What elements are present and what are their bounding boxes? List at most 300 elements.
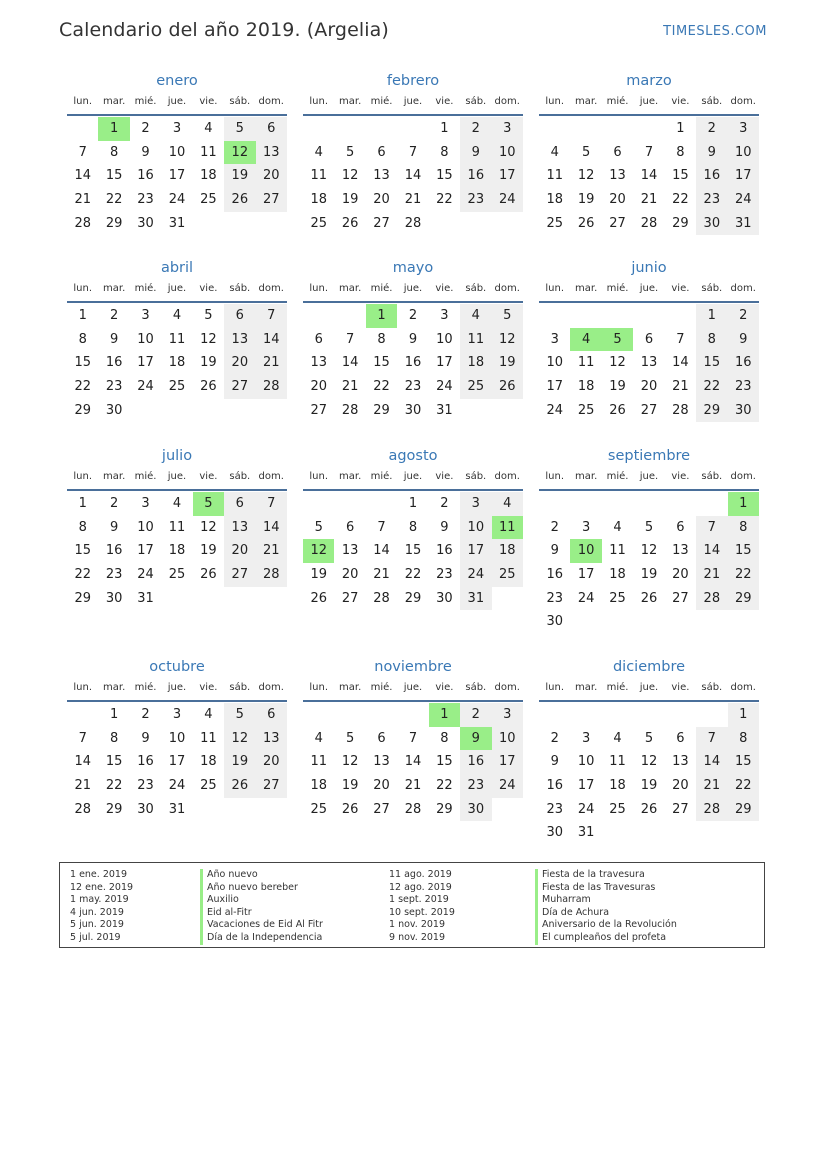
day-cell: 2: [728, 304, 759, 328]
day-cell: 8: [78, 331, 87, 347]
day-cell: 17: [577, 567, 595, 583]
month-name: noviembre: [374, 659, 452, 675]
legend-holiday-name: Fiesta de la travesura: [535, 869, 677, 882]
weekday-label: jue.: [403, 471, 423, 482]
day-cell: 4: [204, 707, 213, 722]
month-name: agosto: [388, 448, 438, 464]
day-grid: [539, 703, 759, 845]
legend-holiday-name: Eid al-Fitr: [200, 907, 323, 920]
day-cell: 15: [728, 539, 759, 563]
day-cell: 22: [105, 778, 123, 794]
day-cell: 21: [640, 192, 658, 208]
day-cell: 15: [696, 351, 727, 375]
weekday-header: [303, 469, 523, 491]
day-cell: 11: [609, 754, 626, 770]
day-cell: 26: [577, 215, 595, 231]
day-cell: 26: [341, 215, 359, 231]
day-cell: 17: [436, 355, 453, 371]
day-cell: 27: [256, 774, 287, 798]
day-cell: 11: [546, 168, 563, 184]
day-cell: 27: [310, 402, 327, 418]
empty-cell: [366, 703, 397, 727]
day-cell: 27: [373, 801, 390, 817]
day-cell: 13: [373, 168, 390, 184]
weekday-label: jue.: [639, 471, 659, 482]
holiday-day-cell: 5: [193, 492, 224, 516]
day-cell: 23: [728, 375, 759, 399]
day-cell: 27: [640, 402, 658, 418]
legend-date: 10 sept. 2019: [389, 906, 455, 918]
day-cell: 4: [613, 519, 622, 535]
weekday-label: vie.: [199, 96, 218, 107]
day-cell: 30: [436, 590, 453, 606]
day-cell: 3: [550, 331, 559, 347]
day-cell: 19: [341, 192, 359, 208]
month-marzo: [539, 72, 759, 235]
weekday-label: dom.: [494, 96, 520, 107]
day-cell: 21: [341, 379, 359, 395]
day-cell: 28: [256, 375, 287, 399]
day-cell: 27: [672, 801, 689, 817]
day-cell: 28: [373, 590, 390, 606]
weekday-label: dom.: [494, 471, 520, 482]
day-cell: 10: [728, 141, 759, 165]
day-cell: 14: [640, 168, 658, 184]
weekday-label: jue.: [167, 682, 187, 693]
day-cell: 26: [341, 801, 359, 817]
day-cell: 7: [256, 492, 287, 516]
weekday-label: lun.: [309, 471, 329, 482]
day-cell: 1: [78, 496, 87, 511]
day-cell: 22: [74, 567, 91, 583]
day-cell: 29: [105, 801, 123, 817]
day-cell: 13: [256, 727, 287, 751]
day-cell: 20: [341, 567, 359, 583]
legend-holiday-name: Aniversario de la Revolución: [535, 919, 677, 932]
day-cell: 25: [609, 590, 626, 606]
day-cell: 20: [672, 567, 689, 583]
day-cell: 17: [137, 543, 154, 559]
day-cell: 26: [640, 801, 658, 817]
day-grid: [539, 117, 759, 235]
weekday-header: [67, 469, 287, 491]
weekday-label: mié.: [370, 283, 393, 294]
day-cell: 25: [168, 379, 186, 395]
day-cell: 31: [436, 402, 453, 418]
day-cell: 3: [460, 492, 491, 516]
month-name: mayo: [392, 260, 434, 276]
month-octubre: [67, 658, 287, 821]
month-julio: [67, 447, 287, 610]
weekday-header: [539, 281, 759, 303]
day-cell: 16: [137, 168, 154, 184]
month-name: junio: [631, 260, 667, 276]
day-cell: 5: [644, 730, 654, 746]
empty-cell: [539, 117, 570, 141]
weekday-label: mié.: [370, 682, 393, 693]
day-cell: 19: [310, 567, 327, 583]
weekday-label: lun.: [309, 682, 329, 693]
day-cell: 11: [168, 519, 186, 535]
weekday-label: lun.: [545, 471, 565, 482]
day-cell: 20: [672, 778, 689, 794]
weekday-label: mié.: [134, 283, 157, 294]
day-cell: 13: [609, 168, 626, 184]
site-brand-link[interactable]: TIMESLES.COM: [663, 24, 767, 39]
empty-cell: [633, 703, 664, 727]
day-cell: 2: [460, 117, 491, 141]
legend-date: 9 nov. 2019: [389, 931, 445, 943]
day-cell: 16: [404, 355, 422, 371]
day-cell: 10: [168, 144, 186, 160]
day-cell: 23: [105, 379, 123, 395]
day-cell: 14: [341, 355, 359, 371]
day-cell: 10: [168, 730, 186, 746]
day-cell: 9: [109, 519, 119, 535]
empty-cell: [303, 117, 334, 141]
day-cell: 9: [728, 328, 759, 352]
day-cell: 5: [314, 519, 323, 535]
day-cell: 28: [640, 215, 658, 231]
day-cell: 30: [105, 590, 123, 606]
weekday-label: vie.: [671, 682, 690, 693]
legend-date: 12 ene. 2019: [70, 881, 134, 893]
day-cell: 17: [137, 355, 154, 371]
weekday-label: jue.: [167, 96, 187, 107]
weekday-label: dom.: [258, 283, 284, 294]
legend-holiday-name: Año nuevo bereber: [200, 882, 323, 895]
weekday-label: lun.: [545, 682, 565, 693]
day-cell: 10: [546, 355, 563, 371]
day-cell: 18: [168, 355, 186, 371]
weekday-label: lun.: [73, 96, 93, 107]
day-cell: 15: [74, 543, 91, 559]
legend-date: 12 ago. 2019: [389, 881, 452, 893]
day-cell: 29: [696, 399, 727, 423]
weekday-label: vie.: [199, 682, 218, 693]
weekday-label: dom.: [258, 96, 284, 107]
legend-holiday-name: Fiesta de las Travesuras: [535, 882, 677, 895]
weekday-header: [303, 680, 523, 702]
holiday-day-cell: 11: [492, 516, 523, 540]
empty-cell: [67, 117, 98, 141]
day-cell: 16: [546, 567, 563, 583]
day-cell: 22: [105, 192, 123, 208]
day-cell: 11: [577, 355, 595, 371]
empty-cell: [633, 117, 664, 141]
month-name: febrero: [386, 73, 440, 89]
day-cell: 14: [74, 754, 91, 770]
day-cell: 24: [546, 402, 563, 418]
day-cell: 6: [676, 730, 685, 746]
day-cell: 1: [78, 308, 87, 323]
empty-cell: [334, 492, 365, 516]
day-cell: 2: [460, 703, 491, 727]
day-cell: 27: [341, 590, 359, 606]
day-cell: 28: [74, 215, 91, 231]
day-cell: 20: [310, 379, 327, 395]
day-grid: [303, 304, 523, 422]
day-cell: 27: [224, 563, 255, 587]
day-cell: 30: [404, 402, 422, 418]
day-cell: 24: [436, 379, 453, 395]
day-cell: 8: [408, 519, 418, 535]
day-cell: 13: [672, 543, 689, 559]
weekday-label: lun.: [545, 96, 565, 107]
day-cell: 17: [492, 750, 523, 774]
month-febrero: [303, 72, 523, 235]
day-cell: 30: [546, 614, 563, 630]
day-cell: 23: [137, 778, 154, 794]
day-cell: 1: [696, 304, 727, 328]
day-cell: 26: [224, 774, 255, 798]
day-cell: 2: [440, 496, 449, 511]
weekday-header: [67, 281, 287, 303]
day-cell: 12: [492, 328, 523, 352]
day-cell: 25: [609, 801, 626, 817]
day-cell: 21: [256, 351, 287, 375]
day-cell: 14: [256, 328, 287, 352]
day-cell: 11: [168, 331, 186, 347]
day-cell: 4: [492, 492, 523, 516]
day-cell: 11: [609, 543, 626, 559]
day-cell: 27: [373, 215, 390, 231]
empty-cell: [303, 304, 334, 328]
weekday-label: mié.: [134, 471, 157, 482]
day-cell: 17: [728, 164, 759, 188]
legend-date: 5 jul. 2019: [70, 931, 121, 943]
empty-cell: [67, 703, 98, 727]
weekday-label: vie.: [435, 682, 454, 693]
day-cell: 15: [436, 168, 453, 184]
day-grid: [67, 117, 287, 235]
day-cell: 26: [224, 188, 255, 212]
weekday-label: mar.: [339, 471, 362, 482]
day-cell: 18: [492, 539, 523, 563]
month-name: septiembre: [607, 448, 691, 464]
day-cell: 1: [408, 496, 418, 511]
day-cell: 6: [256, 703, 287, 727]
day-cell: 13: [224, 328, 255, 352]
day-cell: 21: [696, 563, 727, 587]
empty-cell: [665, 304, 696, 328]
weekday-label: vie.: [671, 96, 690, 107]
day-cell: 27: [224, 375, 255, 399]
day-cell: 11: [200, 144, 217, 160]
day-cell: 30: [728, 399, 759, 423]
day-cell: 4: [314, 144, 323, 160]
weekday-label: mar.: [575, 471, 598, 482]
day-cell: 28: [404, 801, 422, 817]
day-cell: 28: [672, 402, 689, 418]
day-cell: 9: [550, 543, 559, 559]
day-cell: 12: [341, 168, 359, 184]
weekday-label: vie.: [435, 471, 454, 482]
legend-holiday-name: Año nuevo: [200, 869, 323, 882]
day-cell: 8: [377, 331, 386, 347]
weekday-label: mié.: [606, 96, 629, 107]
day-cell: 24: [460, 563, 491, 587]
day-cell: 18: [546, 192, 563, 208]
day-cell: 19: [200, 355, 217, 371]
weekday-label: dom.: [258, 471, 284, 482]
weekday-label: mié.: [134, 682, 157, 693]
empty-cell: [602, 492, 633, 516]
day-cell: 28: [696, 798, 727, 822]
day-cell: 9: [696, 141, 727, 165]
day-cell: 9: [141, 144, 150, 160]
empty-cell: [570, 117, 601, 141]
day-grid: [67, 703, 287, 821]
day-cell: 1: [676, 121, 685, 136]
day-cell: 7: [78, 730, 87, 746]
day-cell: 5: [644, 519, 654, 535]
day-cell: 8: [728, 727, 759, 751]
day-cell: 24: [168, 778, 186, 794]
day-cell: 27: [609, 215, 626, 231]
legend-date: 5 jun. 2019: [70, 919, 124, 931]
day-cell: 24: [137, 567, 154, 583]
day-cell: 14: [404, 168, 422, 184]
day-cell: 15: [436, 754, 453, 770]
day-cell: 14: [373, 543, 390, 559]
day-cell: 3: [172, 121, 182, 136]
day-cell: 3: [141, 496, 150, 511]
month-name: diciembre: [612, 659, 686, 675]
empty-cell: [570, 304, 601, 328]
day-cell: 3: [440, 308, 449, 323]
legend-date: 11 ago. 2019: [389, 869, 452, 880]
month-name: marzo: [626, 73, 672, 89]
weekday-header: [303, 281, 523, 303]
day-grid: [539, 304, 759, 422]
empty-cell: [665, 703, 696, 727]
day-cell: 10: [460, 516, 491, 540]
weekday-label: mar.: [103, 96, 126, 107]
day-cell: 14: [74, 168, 91, 184]
empty-cell: [633, 304, 664, 328]
day-cell: 3: [581, 519, 591, 535]
day-cell: 6: [644, 331, 654, 347]
day-cell: 4: [172, 496, 182, 511]
empty-cell: [539, 703, 570, 727]
day-cell: 5: [204, 308, 213, 323]
day-cell: 19: [200, 543, 217, 559]
empty-cell: [303, 703, 334, 727]
weekday-label: sáb.: [465, 96, 487, 107]
day-cell: 29: [728, 587, 759, 611]
day-cell: 31: [137, 590, 154, 606]
day-cell: 18: [200, 168, 217, 184]
day-cell: 18: [310, 192, 327, 208]
day-cell: 7: [676, 331, 685, 347]
weekday-label: mié.: [134, 96, 157, 107]
day-cell: 14: [256, 516, 287, 540]
day-cell: 5: [345, 730, 355, 746]
day-grid: [539, 492, 759, 634]
day-cell: 14: [696, 539, 727, 563]
month-name: enero: [156, 73, 198, 89]
day-cell: 23: [546, 801, 563, 817]
day-cell: 5: [345, 144, 355, 160]
day-cell: 11: [460, 328, 491, 352]
day-cell: 1: [109, 707, 119, 722]
legend-holiday-name: Muharram: [535, 894, 677, 907]
weekday-label: mar.: [575, 682, 598, 693]
day-cell: 27: [672, 590, 689, 606]
day-cell: 29: [74, 590, 91, 606]
empty-cell: [602, 304, 633, 328]
day-cell: 16: [105, 543, 123, 559]
weekday-label: mar.: [339, 283, 362, 294]
day-cell: 12: [341, 754, 359, 770]
day-cell: 2: [141, 121, 150, 136]
weekday-label: lun.: [73, 682, 93, 693]
day-cell: 21: [404, 192, 422, 208]
weekday-label: sáb.: [229, 682, 251, 693]
day-cell: 20: [224, 539, 255, 563]
holiday-day-cell: 5: [602, 328, 633, 352]
day-cell: 8: [78, 519, 87, 535]
day-cell: 12: [640, 543, 658, 559]
legend-names-left: [200, 869, 323, 945]
day-cell: 30: [137, 801, 154, 817]
day-cell: 7: [78, 144, 87, 160]
day-cell: 6: [224, 304, 255, 328]
day-cell: 13: [224, 516, 255, 540]
day-cell: 2: [550, 730, 559, 746]
empty-cell: [366, 117, 397, 141]
weekday-label: dom.: [258, 682, 284, 693]
day-cell: 17: [168, 168, 186, 184]
holiday-day-cell: 4: [570, 328, 601, 352]
holiday-day-cell: 1: [98, 117, 129, 141]
day-cell: 26: [200, 567, 217, 583]
day-cell: 17: [168, 754, 186, 770]
legend-holiday-name: Auxilio: [200, 894, 323, 907]
day-cell: 26: [609, 402, 626, 418]
weekday-label: dom.: [730, 682, 756, 693]
legend-dates-right: [389, 869, 455, 945]
day-cell: 16: [137, 754, 154, 770]
day-cell: 6: [224, 492, 255, 516]
day-cell: 6: [377, 144, 386, 160]
day-cell: 15: [105, 168, 123, 184]
day-cell: 19: [577, 192, 595, 208]
weekday-label: lun.: [73, 471, 93, 482]
day-cell: 24: [492, 188, 523, 212]
day-cell: 21: [74, 778, 91, 794]
day-grid: [303, 703, 523, 821]
weekday-label: vie.: [199, 283, 218, 294]
weekday-header: [303, 94, 523, 116]
day-cell: 7: [377, 519, 386, 535]
day-cell: 13: [341, 543, 359, 559]
day-cell: 29: [728, 798, 759, 822]
weekday-header: [539, 469, 759, 491]
month-septiembre: [539, 447, 759, 634]
day-cell: 16: [460, 750, 491, 774]
day-cell: 10: [492, 141, 523, 165]
day-cell: 28: [74, 801, 91, 817]
day-cell: 21: [373, 567, 390, 583]
day-cell: 4: [172, 308, 182, 323]
day-cell: 12: [200, 331, 217, 347]
day-grid: [67, 492, 287, 610]
day-cell: 5: [492, 304, 523, 328]
empty-cell: [696, 703, 727, 727]
legend-date: 4 jun. 2019: [70, 906, 124, 918]
